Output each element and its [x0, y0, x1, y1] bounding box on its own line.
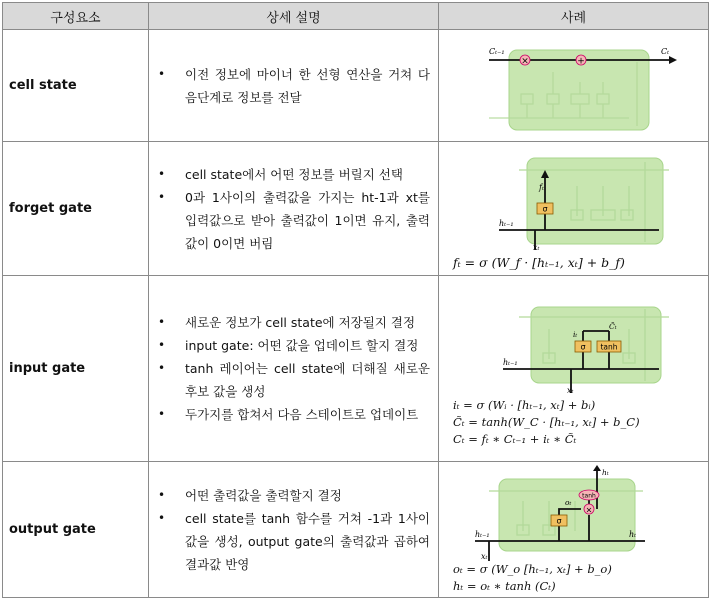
label-i-t: iₜ [572, 330, 577, 339]
header-component: 구성요소 [3, 3, 149, 30]
label-c-tilde: C̃ₜ [608, 322, 617, 331]
bullet-list [149, 484, 438, 576]
component-name: output gate [3, 462, 149, 598]
header-example: 사례 [439, 3, 709, 30]
sigma-symbol: σ [541, 204, 548, 213]
label-x-t: xₜ [566, 386, 573, 395]
label-h-prev: hₜ₋₁ [498, 218, 514, 228]
label-h-t: hₜ [628, 529, 636, 539]
label-c-t: Cₜ [660, 46, 669, 56]
input-gate-diagram [459, 289, 689, 397]
label-o-t: oₜ [564, 497, 571, 507]
bullet-list [149, 63, 438, 109]
component-name: input gate [3, 276, 149, 462]
tanh-symbol: tanh [599, 342, 618, 352]
forget-gate-diagram [459, 146, 689, 254]
header-description: 상세 설명 [149, 3, 439, 30]
label-h-prev: hₜ₋₁ [474, 529, 490, 539]
bullet-item: • cell state를 tanh 함수를 거쳐 -1과 1사이 값을 생성, output gate의 출력값과 곱하여 결과값 반영 [149, 507, 430, 576]
bullet-item: • 0과 1사이의 출력값을 가지는 ht-1과 xt를 입력값으로 받아 출력값이 1이면 유지, 출력값이 0이면 버림 [149, 186, 430, 255]
row-cell-state [3, 30, 709, 142]
add-symbol: + [576, 56, 585, 66]
description-cell [149, 462, 439, 598]
row-input-gate [3, 276, 709, 462]
example-cell [439, 30, 709, 142]
output-gate-diagram [459, 465, 689, 561]
label-f-t: fₜ [538, 182, 544, 192]
bullet-item: • 어떤 출력값을 출력할지 결정 [149, 484, 430, 507]
multiply-symbol: × [520, 56, 529, 66]
label-c-prev: Cₜ₋₁ [488, 46, 505, 56]
description-cell [149, 142, 439, 276]
equation: oₜ = σ (W_o [hₜ₋₁, xₜ] + b_o) [453, 561, 612, 576]
description-cell [149, 30, 439, 142]
description-cell [149, 276, 439, 462]
label-h-prev: hₜ₋₁ [502, 358, 518, 367]
bullet-list [149, 163, 438, 255]
equation: hₜ = oₜ ∗ tanh (Cₜ) [453, 578, 556, 593]
bullet-list [149, 311, 438, 426]
bullet-item: • 새로운 정보가 cell state에 저장될지 결정 [149, 311, 430, 334]
label-x-t: xₜ [532, 242, 539, 252]
bullet-item: • input gate: 어떤 값을 업데이트 할지 결정 [149, 334, 430, 357]
row-forget-gate [3, 142, 709, 276]
component-name: forget gate [3, 142, 149, 276]
sigma-symbol: σ [579, 342, 586, 352]
multiply-symbol: × [585, 505, 592, 514]
equation: fₜ = σ (W_f · [hₜ₋₁, xₜ] + b_f) [453, 254, 625, 270]
label-x-t: xₜ [480, 551, 487, 561]
row-output-gate [3, 462, 709, 598]
header-row [3, 3, 709, 30]
bullet-item: • 두가지를 합쳐서 다음 스테이트로 업데이트 [149, 403, 430, 426]
tanh-symbol: tanh [581, 492, 596, 499]
example-cell [439, 276, 709, 462]
bullet-item: • cell state에서 어떤 정보를 버릴지 선택 [149, 163, 430, 186]
example-cell [439, 462, 709, 598]
cell-state-diagram [459, 36, 689, 136]
component-name: cell state [3, 30, 149, 142]
example-cell [439, 142, 709, 276]
equation: Cₜ = fₜ ∗ Cₜ₋₁ + iₜ ∗ C̃ₜ [453, 432, 577, 446]
bullet-item: • 이전 정보에 마이너 한 선형 연산을 거쳐 다음단계로 정보를 전달 [149, 63, 430, 109]
bullet-item: • tanh 레이어는 cell state에 더해질 새로운 후보 값을 생성 [149, 357, 430, 403]
equation: iₜ = σ (Wᵢ · [hₜ₋₁, xₜ] + bᵢ) [453, 398, 596, 412]
sigma-symbol: σ [555, 516, 562, 525]
equation: C̃ₜ = tanh(W_C · [hₜ₋₁, xₜ] + b_C) [453, 415, 640, 429]
lstm-components-table [2, 2, 709, 598]
label-h-t-up: hₜ [601, 467, 609, 477]
